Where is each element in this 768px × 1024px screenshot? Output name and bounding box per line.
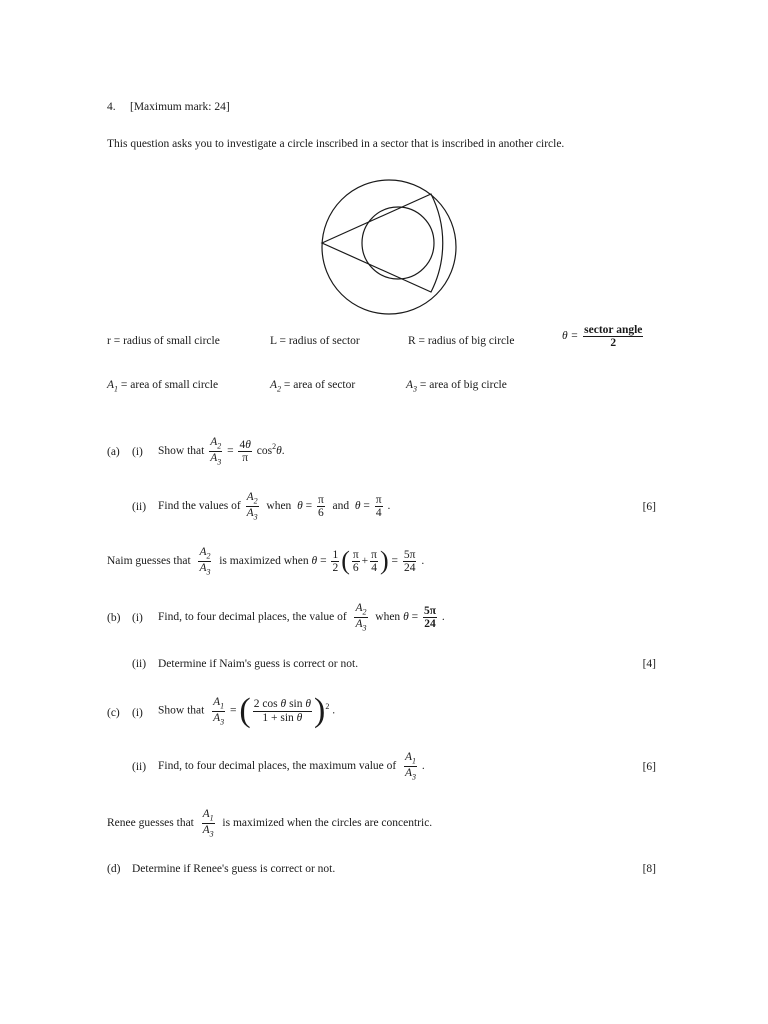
- part-d-marks: [8]: [642, 863, 656, 875]
- part-a-i-statement: Show that $\frac{A_2}{A_3}$ = $\frac{4\theta}{\pi}$ $\cos^2\theta$.: [158, 436, 285, 466]
- def-A3: $A_3$ = area of big circle: [406, 379, 507, 394]
- part-a-label: (a): [107, 446, 120, 458]
- part-a-ii-statement: Find the values of $\frac{A_2}{A_3}$ when θ = $\frac{\pi}{6}$ and θ = $\frac{\pi}{4}$ .: [158, 491, 391, 521]
- part-c-ii-statement: Find, to four decimal places, the maximum value of $\frac{A_1}{A_3}$ .: [158, 751, 425, 781]
- question-number: 4.: [107, 101, 116, 113]
- part-c-ii-label: (ii): [132, 761, 147, 773]
- part-a-marks: [6]: [642, 501, 656, 513]
- def-R: R = radius of big circle: [408, 335, 515, 347]
- part-a-ii-label: (ii): [132, 501, 147, 513]
- part-c-i-statement: Show that $\frac{A_1}{A_3}$ = ( $\frac{\text{2 cos θ sin θ}}{\text{1 + sin θ}}$ )$^2$ .: [158, 692, 336, 729]
- part-c-marks: [6]: [642, 761, 656, 773]
- part-a-i-label: (i): [132, 446, 143, 458]
- max-marks: [Maximum mark: 24]: [130, 101, 230, 113]
- part-b-ii-statement: Determine if Naim's guess is correct or not.: [158, 658, 359, 670]
- part-c-i-label: (i): [132, 707, 143, 719]
- part-b-label: (b): [107, 612, 121, 624]
- def-A2: $A_2$ = area of sector: [270, 379, 356, 394]
- part-b-marks: [4]: [642, 658, 656, 670]
- sector: [322, 194, 443, 292]
- question-intro: This question asks you to investigate a circle inscribed in a sector that is inscribed in another circle.: [107, 138, 565, 150]
- part-d-statement: Determine if Renee's guess is correct or not.: [132, 863, 336, 875]
- naim-guess: Naim guesses that $\frac{A_2}{A_3}$ is maximized when θ = $\frac{1}{2}$ ( $\frac{\pi}{6}$ + $\frac{\pi}{4}$ ) = $\frac{5\pi}{24}$ .: [107, 546, 425, 576]
- small-circle: [362, 207, 434, 279]
- def-r: r = radius of small circle: [107, 335, 220, 347]
- big-circle: [322, 180, 456, 314]
- part-b-i-statement: Find, to four decimal places, the value of $\frac{A_2}{A_3}$ when θ = $\frac{5\pi}{24}$ .: [158, 602, 445, 632]
- part-b-i-label: (i): [132, 612, 143, 624]
- part-c-label: (c): [107, 707, 120, 719]
- part-b-ii-label: (ii): [132, 658, 147, 670]
- renee-guess: Renee guesses that $\frac{A_1}{A_3}$ is maximized when the circles are concentric.: [107, 808, 433, 838]
- theta-fraction: $\frac{\text{sector angle}}{2}$: [584, 324, 643, 350]
- def-theta: [562, 324, 645, 349]
- def-A1: $A_1$ = area of small circle: [107, 379, 219, 394]
- theta-lhs: θ =: [562, 330, 579, 343]
- circle-sector-diagram: [318, 176, 460, 318]
- part-d-label: (d): [107, 863, 121, 875]
- def-L: L = radius of sector: [270, 335, 360, 347]
